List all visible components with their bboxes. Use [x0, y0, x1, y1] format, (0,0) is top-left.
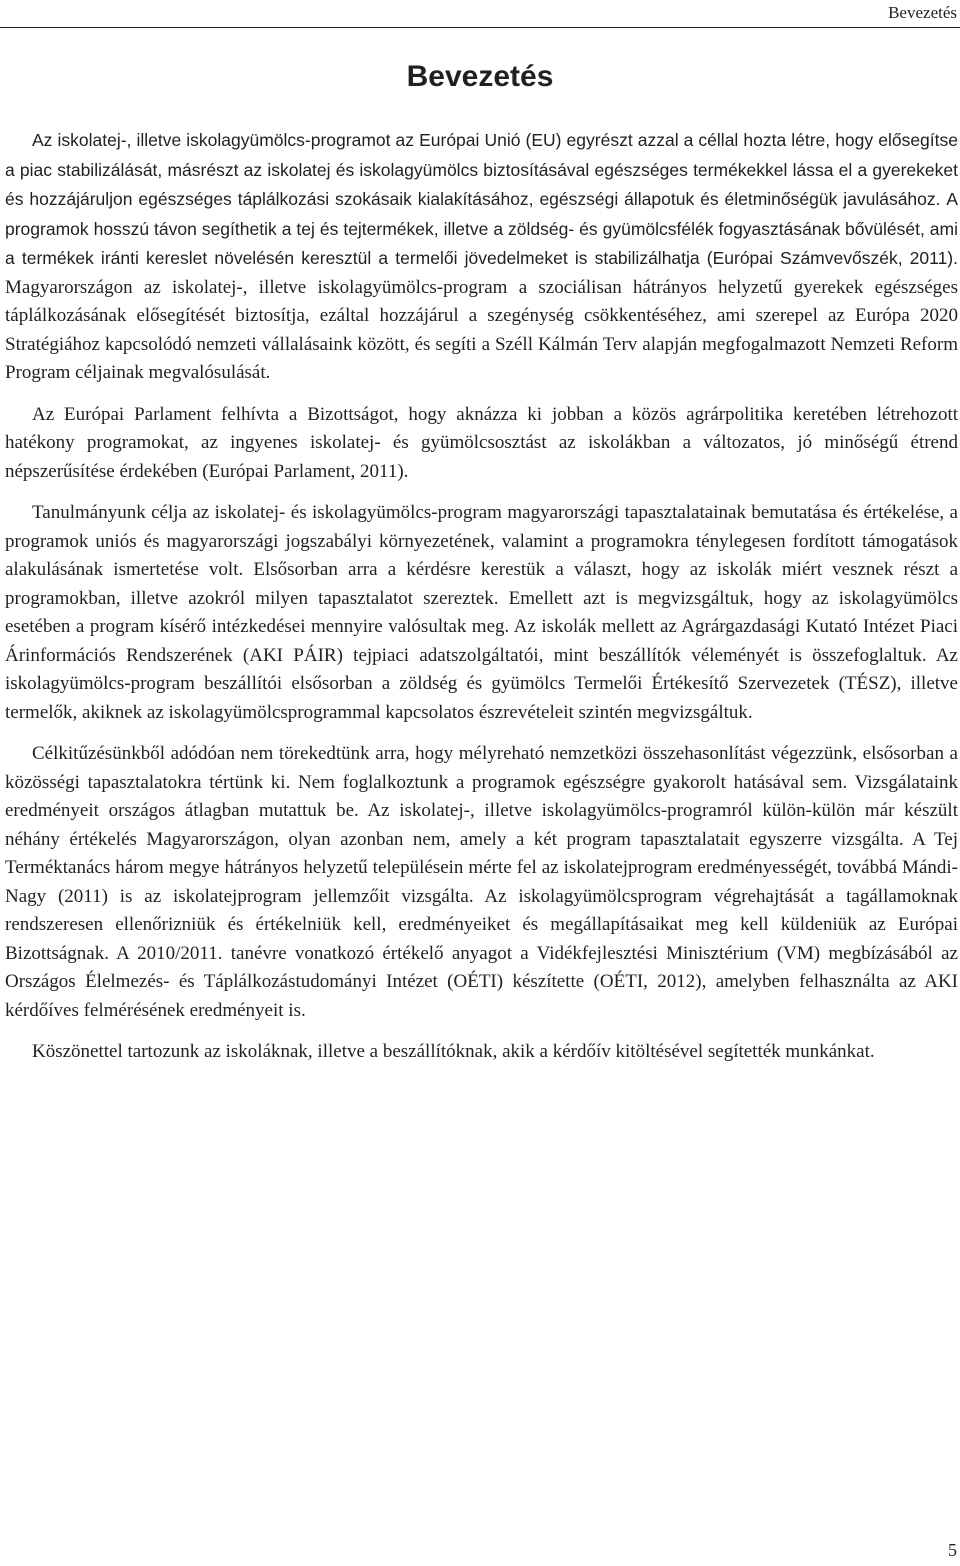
- paragraph-scope: Célkitűzésünkből adódóan nem törekedtünk arra, hogy mélyreható nemzetközi összehasonlítást végezzünk, elsősorban a közösségi tapasztalatokra tértünk ki. Nem foglalkoztunk a programok egészségre gyakorolt hatásával sem. Vizsgálataink eredményeit országos átlagban mutattuk be. Az iskolatej-, illetve iskolagyümölcs-programról külön-külön már készült néhány értékelés Magyarországon, olyan azonban nem, amely a két program tapasztalatait egyszerre vizsgálta. A Tej Terméktanács három megye hátrányos helyzetű településein mérte fel az iskolatejprogram eredményességét, továbbá Mándi-Nagy (2011) is az iskolatejprogram jellemzőit vizsgálta. Az iskolagyümölcsprogram végrehajtását a tagállamoknak rendszeresen ellenőrizniük és értékelniük kell, eredményeiket és megállapításaikat meg kell küldeniük az Európai Bizottságnak. A 2010/2011. tanévre vonatkozó értékelő anyagot a Vidékfejlesztési Minisztérium (VM) megbízásából az Országos Élelmezés- és Táplálkozástudományi Intézet (OÉTI) készítette (OÉTI, 2012), amelyben felhasználta az AKI kérdőíves felmérésének eredményeit is.: [5, 743, 958, 1021]
- intro-sentence-benefits: A programok hosszú távon segíthetik a tej és tejtermékek, illetve a zöldség- és gyümölcsfélék fogyasztásának bővülését, ami a termékek iránti kereslet növelésén keresztül a termelői jövedelmeket is stabilizálhatja (Európai Számvevőszék, 2011).: [5, 189, 958, 268]
- running-header: [0, 0, 960, 28]
- paragraph-intro: [5, 126, 958, 388]
- running-header-title: Bevezetés: [888, 3, 957, 22]
- paragraph-acknowledgements: Köszönettel tartozunk az iskoláknak, illetve a beszállítóknak, akik a kérdőív kitöltésével segítették munkánkat.: [32, 1041, 875, 1062]
- body-text: [5, 126, 958, 1080]
- paragraph-european-parliament: Az Európai Parlament felhívta a Bizottságot, hogy aknázza ki jobban a közös agrárpolitika keretében létrehozott hatékony programokat, az ingyenes iskolatej- és gyümölcsosztást az iskolákban a változatos, jó minőségű étrend népszerűsítése érdekében (Európai Parlament, 2011).: [5, 403, 958, 482]
- page-number: 5: [948, 1540, 957, 1560]
- intro-sentence-aims: Az iskolatej-, illetve iskolagyümölcs-programot az Európai Unió (EU) egyrészt azzal a céllal hozta létre, hogy elősegítse a piac stabilizálását, másrészt az iskolatej és iskolagyümölcs biztosításával egészséges termékekkel lássa el a gyerekeket és hozzájáruljon egészséges táplálkozási szokásaik kialakításához, egészségi állapotuk és életminőségük javulásához.: [5, 130, 958, 209]
- intro-sentence-hungary: Magyarországon az iskolatej-, illetve iskolagyümölcs-program a szociálisan hátrányos helyzetű gyerekek egészséges táplálkozásának elősegítését biztosítja, ezáltal hozzájárul a szegénység csökkentéséhez, ami szerepel az Európa 2020 Stratégiához kapcsolódó nemzeti vállalásaink között, és segíti a Széll Kálmán Terv alapján megfogalmazott Nemzeti Reform Program céljainak megvalósulását.: [5, 276, 958, 383]
- page-title: Bevezetés: [406, 60, 554, 93]
- paragraph-study-aims: Tanulmányunk célja az iskolatej- és iskolagyümölcs-program magyarországi tapasztalatainak bemutatása és értékelése, a programok uniós és magyarországi jogszabályi környezetének, valamint a programokra ténylegesen fordított támogatások alakulásának ismertetése volt. Elsősorban arra a kérdésre kerestük a választ, hogy az iskolák miért vesznek részt a programokban, illetve azokról milyen tapasztalatot szereztek. Emellett azt is megvizsgáltuk, hogy az iskolagyümölcs esetében a program kísérő intézkedései mennyire valósultak meg. Az iskolák mellett az Agrárgazdasági Kutató Intézet Piaci Árinformációs Rendszerének (AKI PÁIR) tejpiaci adatszolgáltatói, mint beszállítók véleményét is összefoglaltuk. Az iskolagyümölcs-program beszállítói elsősorban a zöldség és gyümölcs Termelői Értékesítő Szervezetek (TÉSZ), illetve termelők, akiknek az iskolagyümölcsprogrammal kapcsolatos észrevételeit szintén megvizsgáltuk.: [5, 502, 958, 723]
